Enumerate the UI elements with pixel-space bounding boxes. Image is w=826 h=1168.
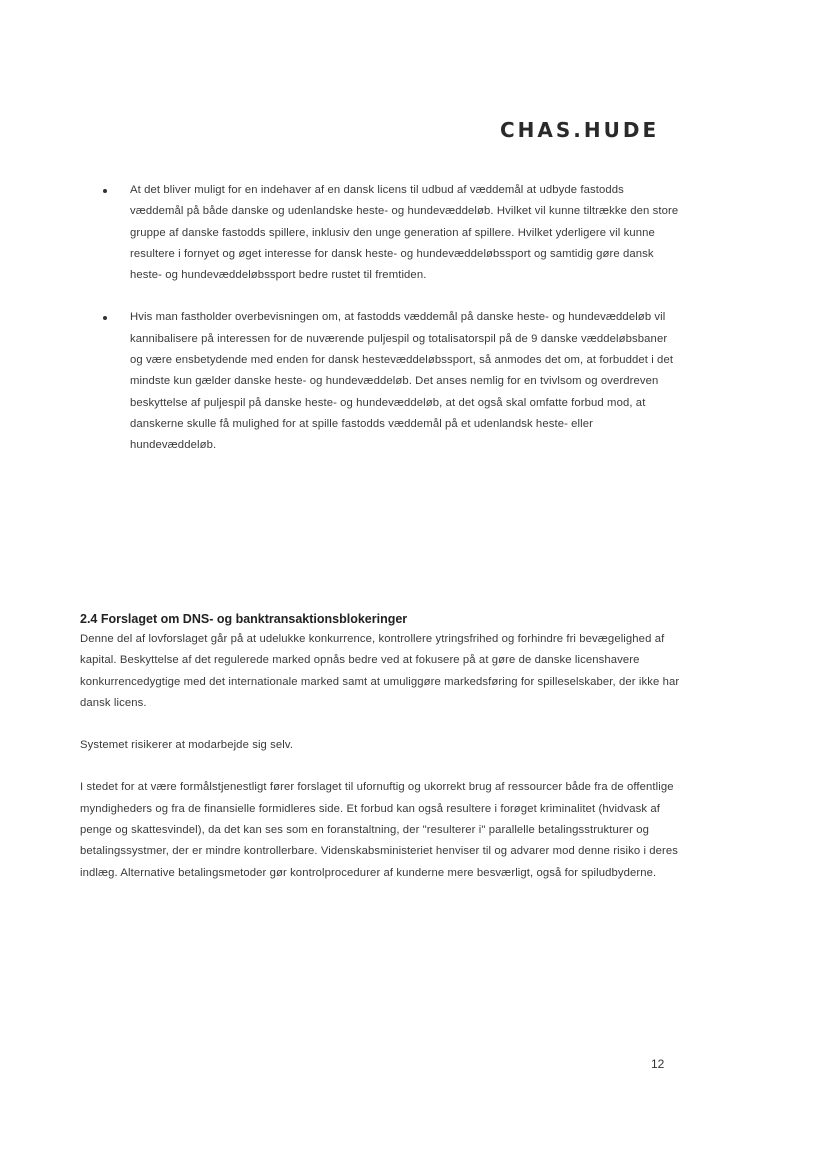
bullet-text: Hvis man fastholder overbevisningen om, at fastodds væddemål på danske heste- og hundevæddeløb vil kannibalisere på interessen for de nuværende puljespil og totalisatorspil på de 9 danske væddeløbsbaner og være ensbetydende med enden for dansk hestevæddeløbssport, så anmodes det om, at forbuddet i det mindste kun gælder danske heste- og hundevæddeløb. Det anses nemlig for en tvivlsom og overdreven beskyttelse af puljespil på danske heste- og hundevæddeløb, at det også skal omfatte forbud mod, at danskerne skulle få mulighed for at spille fastodds væddemål på et udenlandsk heste- eller hundevæddeløb. bbox=[130, 311, 674, 452]
bullet-item bbox=[100, 307, 680, 456]
section-paragraph: Systemet risikerer at modarbejde sig selv. bbox=[80, 739, 294, 752]
section-paragraph: Denne del af lovforslaget går på at udelukke konkurrence, kontrollere ytringsfrihed og forhindre fri bevægelighed af kapital. Beskyttelse af det regulerede marked opnås bedre ved at fokusere på at gøre de danske licenshavere konkurrencedygtige med det internationale marked samt at umuliggøre markedsføring for spilleselskaber, der ikke har dansk licens. bbox=[80, 633, 680, 709]
section-heading: 2.4 Forslaget om DNS- og banktransaktionsblokeringer bbox=[80, 612, 408, 626]
company-logo: CHAS.HUDE bbox=[500, 118, 660, 142]
bullet-dot-icon bbox=[103, 189, 107, 193]
bullet-item bbox=[100, 180, 680, 286]
bullet-dot-icon bbox=[103, 316, 107, 320]
bullet-list bbox=[100, 180, 680, 457]
section-2-4 bbox=[80, 610, 680, 884]
section-paragraph: I stedet for at være formålstjenestligt fører forslaget til ufornuftig og ukorrekt brug af ressourcer både fra de offentlige myndigheders og fra de finansielle formidleres side. Et forbud kan også resultere i forøget kriminalitet (hvidvask af penge og skattesvindel), da det kan ses som en foranstaltning, der "resulterer i" parallelle betalingsstrukturer og betalingssystmer, der er mindre kontrollerbare. Videnskabsministeriet henviser til og advarer mod denne risiko i deres indlæg. Alternative betalingsmetoder gør kontrolprocedurer af kunderne mere besværligt, også for spiludbyderne. bbox=[80, 781, 679, 879]
bullet-text: At det bliver muligt for en indehaver af en dansk licens til udbud af væddemål at udbyde fastodds væddemål på både danske og udenlandske heste- og hundevæddeløb. Hvilket vil kunne tiltrække den store gruppe af danske fastodds spillere, inklusiv den unge generation af spillere. Hvilket yderligere vil kunne resultere i fornyet og øget interesse for dansk heste- og hundevæddeløbssport og samtidig gøre dansk heste- og hundevæddeløbssport bedre rustet til fremtiden. bbox=[130, 184, 679, 282]
page-number: 12 bbox=[651, 1057, 665, 1071]
